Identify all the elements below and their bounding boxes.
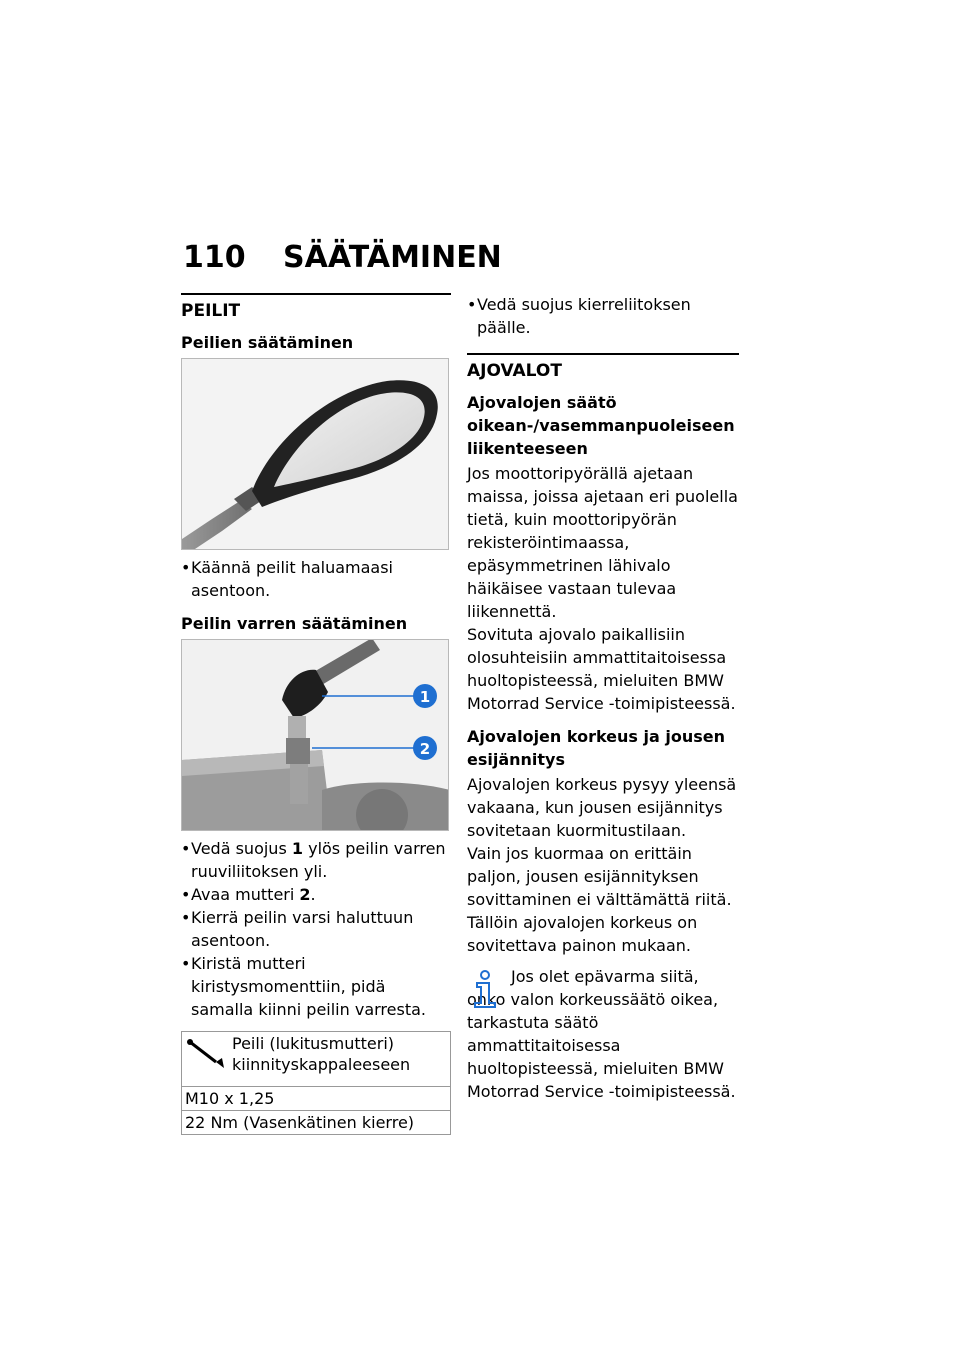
paragraph: Ajovalojen korkeus pysyy yleensä vakaana, kun jousen esijännitys sovitetaan kuormitustilaan. xyxy=(467,775,737,840)
paragraph: Jos moottoripyörällä ajetaan maissa, joissa ajetaan eri puolella tietä, kuin moottoripyörän rekisteröintimaassa, epäsymmetrinen lähivalo häikäisee vastaan tulevaa liikennettä. xyxy=(467,464,738,621)
page-number: 110 xyxy=(183,240,246,275)
list-item: • Vedä suojus 1 ylös peilin varren ruuviliitoksen yli. xyxy=(181,837,451,883)
section-rule xyxy=(467,353,739,355)
mirror-adjust-steps xyxy=(181,556,451,602)
right-column xyxy=(467,293,739,1103)
section-title-peilit: PEILIT xyxy=(181,301,241,321)
list-item: • Vedä suojus kierreliitoksen päälle. xyxy=(467,293,739,339)
mirror-figure xyxy=(181,358,449,550)
list-item: • Kiristä mutteri kiristysmomenttiin, pidä samalla kiinni peilin varresta. xyxy=(181,952,451,1021)
subsection-title-headlight-height: Ajovalojen korkeus ja jousen esijännitys xyxy=(467,727,725,769)
list-item: • Käännä peilit haluamaasi asentoon. xyxy=(181,556,451,602)
arm-adjust-steps xyxy=(181,837,451,1021)
torque-spec-table xyxy=(181,1031,451,1135)
left-column xyxy=(181,293,451,1135)
mirror-arm-figure xyxy=(181,639,449,831)
info-icon xyxy=(467,969,503,1009)
list-item: • Avaa mutteri 2. xyxy=(181,883,451,906)
subsection-title-headlight-traffic: Ajovalojen säätö oikean-/vasemmanpuoleiseen liikenteeseen xyxy=(467,393,735,458)
paragraph: Sovituta ajovalo paikallisiin olosuhteisiin ammattitaitoisessa huoltopisteessä, mieluiten BMW Motorrad Service -toimipisteessä. xyxy=(467,625,736,713)
torque-spec-title: Peili (lukitusmutteri) kiinnityskappaleeseen xyxy=(182,1032,451,1087)
section-rule xyxy=(181,293,451,295)
section-title-ajovalot: AJOVALOT xyxy=(467,361,562,381)
subsection-title-arm-adjust: Peilin varren säätäminen xyxy=(181,614,408,633)
callout-2: 2 xyxy=(419,740,431,758)
paragraph: Vain jos kuormaa on erittäin paljon, jousen esijännityksen sovittaminen ei välttämättä riitä. Tällöin ajovalojen korkeus on sovitettava painon mukaan. xyxy=(467,844,732,955)
torque-value: 22 Nm (Vasenkätinen kierre) xyxy=(182,1111,451,1135)
list-item: • Kierrä peilin varsi haluttuun asentoon. xyxy=(181,906,451,952)
chapter-title: SÄÄTÄMINEN xyxy=(283,240,502,275)
callout-1: 1 xyxy=(419,688,431,706)
note-text: Jos olet epävarma siitä, onko valon korkeussäätö oikea, tarkastuta säätö ammattitaitoisessa huoltopisteessä, mieluiten BMW Motorrad Service -toimipisteessä. xyxy=(467,967,736,1101)
subsection-title-mirror-adjust: Peilien säätäminen xyxy=(181,333,354,352)
torque-thread-size: M10 x 1,25 xyxy=(182,1087,451,1111)
wrench-icon xyxy=(186,1038,226,1074)
arm-adjust-steps-continued xyxy=(467,293,739,339)
info-note xyxy=(467,965,739,1103)
